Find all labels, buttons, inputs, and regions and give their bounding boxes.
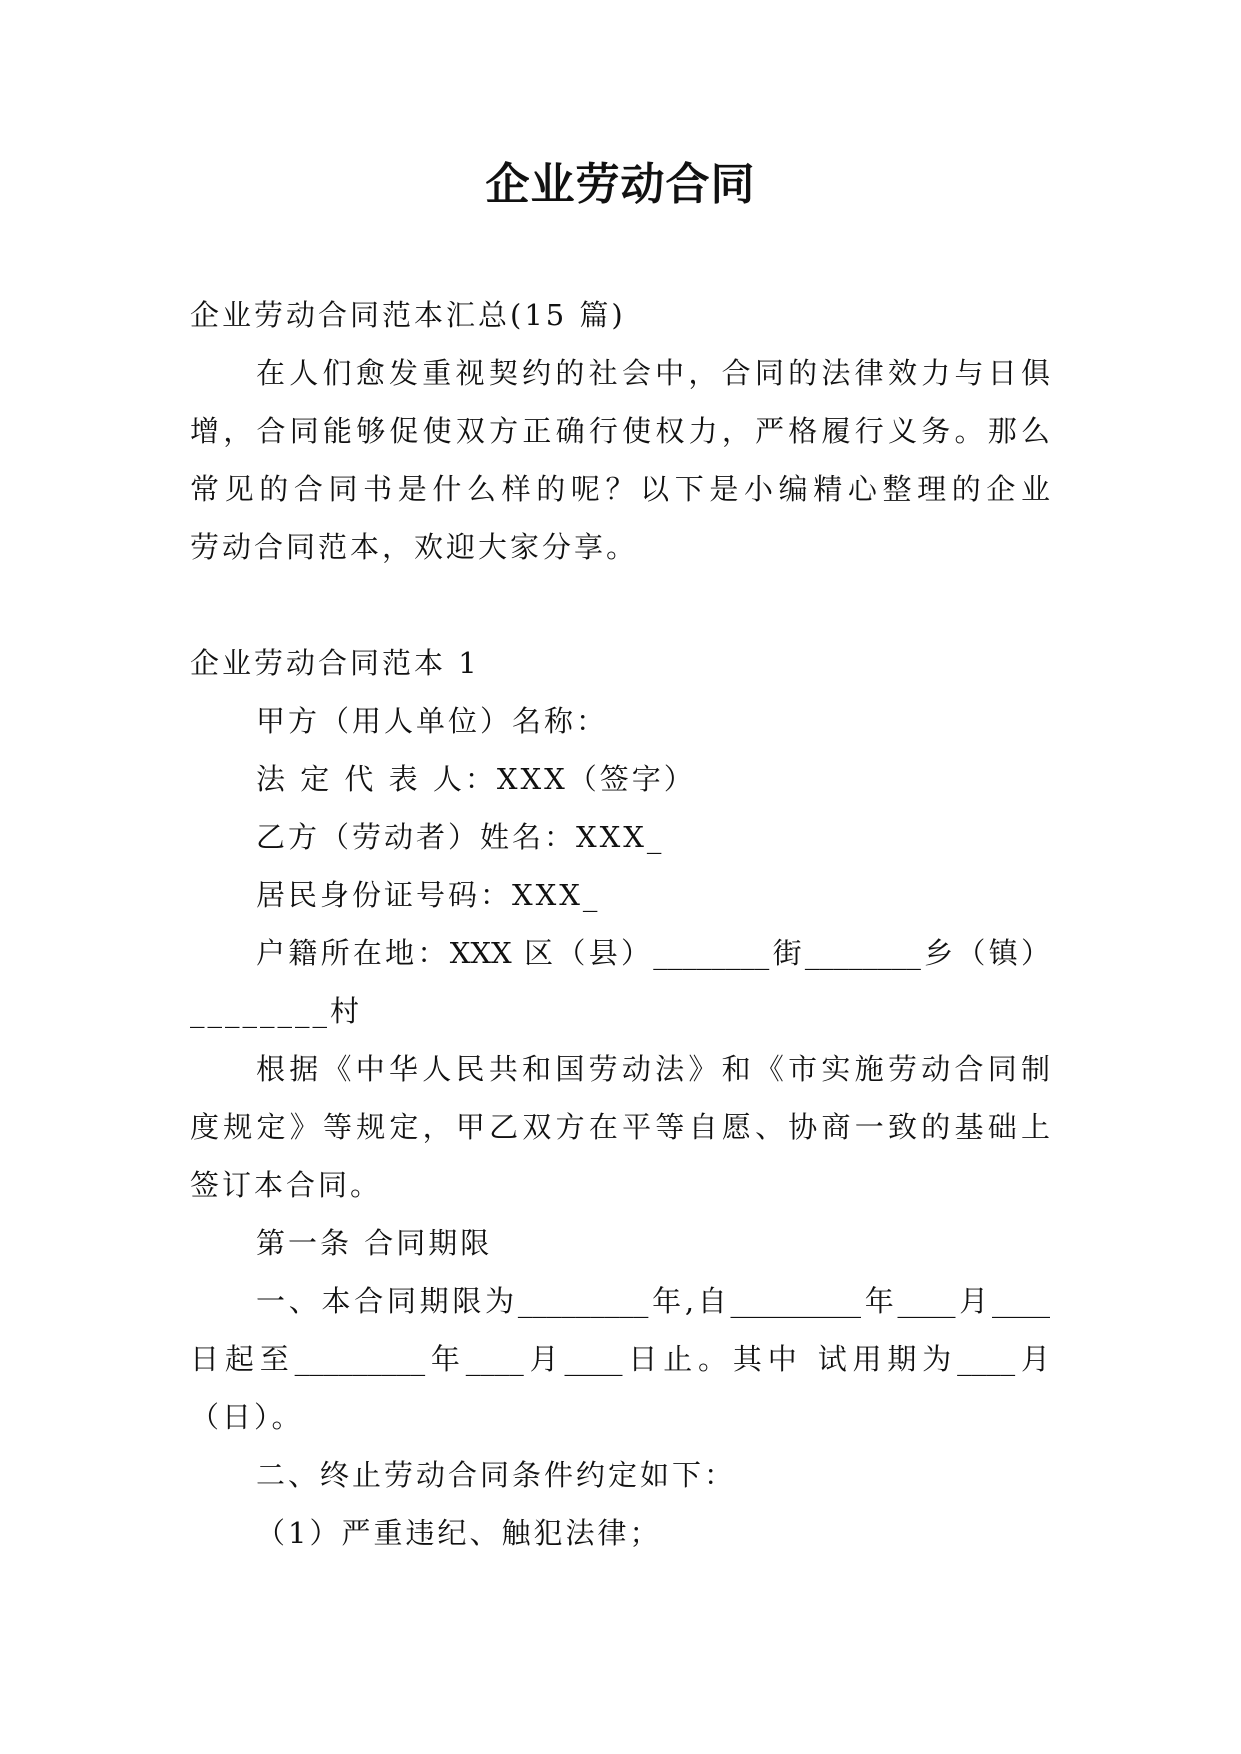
legal-representative-field: 法 定 代 表 人：XXX（签字） <box>256 762 696 796</box>
basis-paragraph-line: 根据《中华人民共和国劳动法》和《市实施劳动合同制 <box>256 1052 1050 1086</box>
termination-conditions-heading: 二、终止劳动合同条件约定如下： <box>256 1458 737 1492</box>
household-registration-field-cont: ________村 <box>190 994 363 1028</box>
sample-heading: 企业劳动合同范本 1 <box>190 646 480 680</box>
intro-paragraph-line: 在人们愈发重视契约的社会中，合同的法律效力与日俱 <box>256 356 1050 390</box>
id-number-field: 居民身份证号码：XXX_ <box>256 878 601 912</box>
intro-paragraph-line: 增，合同能够促使双方正确行使权力，严格履行义务。那么 <box>190 414 1050 448</box>
contract-term-line: （日）。 <box>190 1400 304 1434</box>
basis-paragraph-line: 度规定》等规定，甲乙双方在平等自愿、协商一致的基础上 <box>190 1110 1050 1144</box>
blank-line <box>190 576 1050 634</box>
article-one-heading: 第一条 合同期限 <box>256 1226 493 1260</box>
intro-paragraph-line: 劳动合同范本，欢迎大家分享。 <box>190 530 639 564</box>
collection-heading: 企业劳动合同范本汇总(15 篇) <box>190 298 626 332</box>
household-registration-field: 户籍所在地：XXX 区（县）________街________乡（镇） <box>256 936 1050 970</box>
contract-term-line: 日起至_________年____月____日止。其中 试用期为____月 <box>190 1342 1050 1376</box>
contract-term-line: 一、本合同期限为_________年,自_________年____月____ <box>256 1284 1050 1318</box>
basis-paragraph-line: 签订本合同。 <box>190 1168 383 1202</box>
termination-condition-item: （1）严重违纪、触犯法律； <box>256 1516 662 1550</box>
page-title: 企业劳动合同 <box>485 159 756 210</box>
party-a-name-field: 甲方（用人单位）名称： <box>256 704 609 738</box>
document-body <box>190 286 1050 1562</box>
party-b-name-field: 乙方（劳动者）姓名：XXX_ <box>256 820 665 854</box>
intro-paragraph-line: 常见的合同书是什么样的呢？以下是小编精心整理的企业 <box>190 472 1050 506</box>
